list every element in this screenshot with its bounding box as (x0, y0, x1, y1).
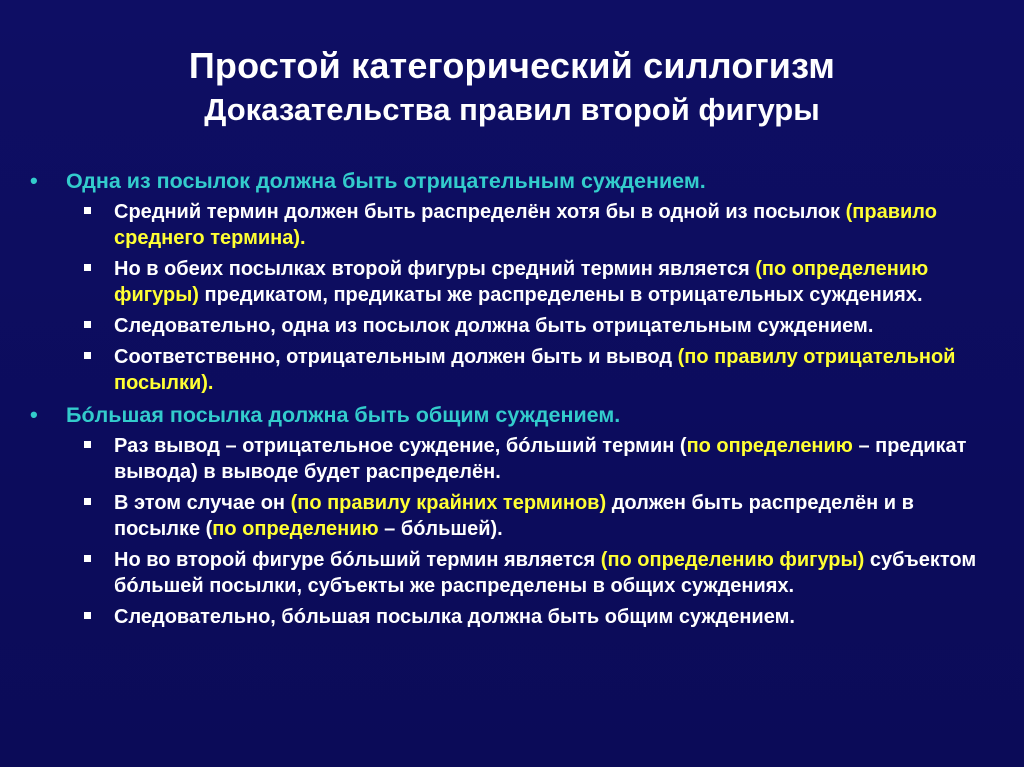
square-bullet-icon (84, 555, 91, 562)
bullet-dot-icon: • (30, 168, 38, 193)
bullet-level2 (30, 547, 1005, 599)
bullet-level1 (30, 401, 1005, 429)
highlight-text: по определению (686, 435, 853, 457)
bullet-level1-text: Одна из посылок должна быть отрицательным суждением. (66, 169, 706, 193)
text-part: Соответственно, отрицательным должен быть и вывод (114, 346, 678, 368)
bullet-level2 (30, 313, 1005, 339)
title-main: Простой категорический силлогизм (188, 45, 836, 86)
square-bullet-icon (84, 264, 91, 271)
highlight-text: (по определению фигуры) (600, 549, 865, 571)
text-part: субъектом бóльшей посылки, субъекты же распределены в общих суждениях. (114, 549, 977, 597)
sublist (30, 199, 1005, 396)
square-bullet-icon (84, 207, 91, 214)
square-bullet-icon (84, 612, 91, 619)
bullet-level2 (30, 344, 1005, 396)
highlight-text: (по определению фигуры) (114, 258, 929, 306)
bullet-level2 (30, 490, 1005, 542)
highlight-text: (по правилу отрицательной посылки). (114, 346, 956, 394)
highlight-text: (правило среднего термина). (114, 201, 937, 249)
text-part: В этом случае он (114, 492, 291, 514)
highlight-text: по определению (212, 518, 379, 540)
square-bullet-icon (84, 321, 91, 328)
text-part: Но во второй фигуре бóльший термин является (114, 549, 601, 571)
text-part: Средний термин должен быть распределён хотя бы в одной из посылок (114, 201, 846, 223)
bullet-level2 (30, 433, 1005, 485)
text-part: – бóльшей). (378, 518, 503, 540)
text-part: предикатом, предикаты же распределены в отрицательных суждениях. (198, 284, 923, 306)
text-part: Но в обеих посылках второй фигуры средний термин является (114, 258, 756, 280)
bullet-level2 (30, 256, 1005, 308)
text-part: должен быть распределён и в посылке ( (114, 492, 914, 540)
text-part: Раз вывод – отрицательное суждение, бóльший термин ( (114, 435, 687, 457)
square-bullet-icon (84, 352, 91, 359)
slide-title (0, 44, 1024, 130)
square-bullet-icon (84, 441, 91, 448)
highlight-text: (по правилу крайних терминов) (290, 492, 607, 514)
bullet-dot-icon: • (30, 402, 38, 427)
bullet-level1 (30, 167, 1005, 195)
text-part: Следовательно, бóльшая посылка должна быть общим суждением. (114, 606, 795, 628)
square-bullet-icon (84, 498, 91, 505)
text-part: Следовательно, одна из посылок должна быть отрицательным суждением. (114, 315, 874, 337)
bullet-level2 (30, 199, 1005, 251)
bullet-level2 (30, 604, 1005, 630)
text-part: – предикат вывода) в выводе будет распределён. (114, 435, 967, 483)
bullet-level1-text: Бóльшая посылка должна быть общим суждением. (66, 403, 621, 427)
title-subtitle: Доказательства правил второй фигуры (204, 92, 820, 127)
sublist (30, 433, 1005, 630)
slide-content (30, 167, 1005, 635)
